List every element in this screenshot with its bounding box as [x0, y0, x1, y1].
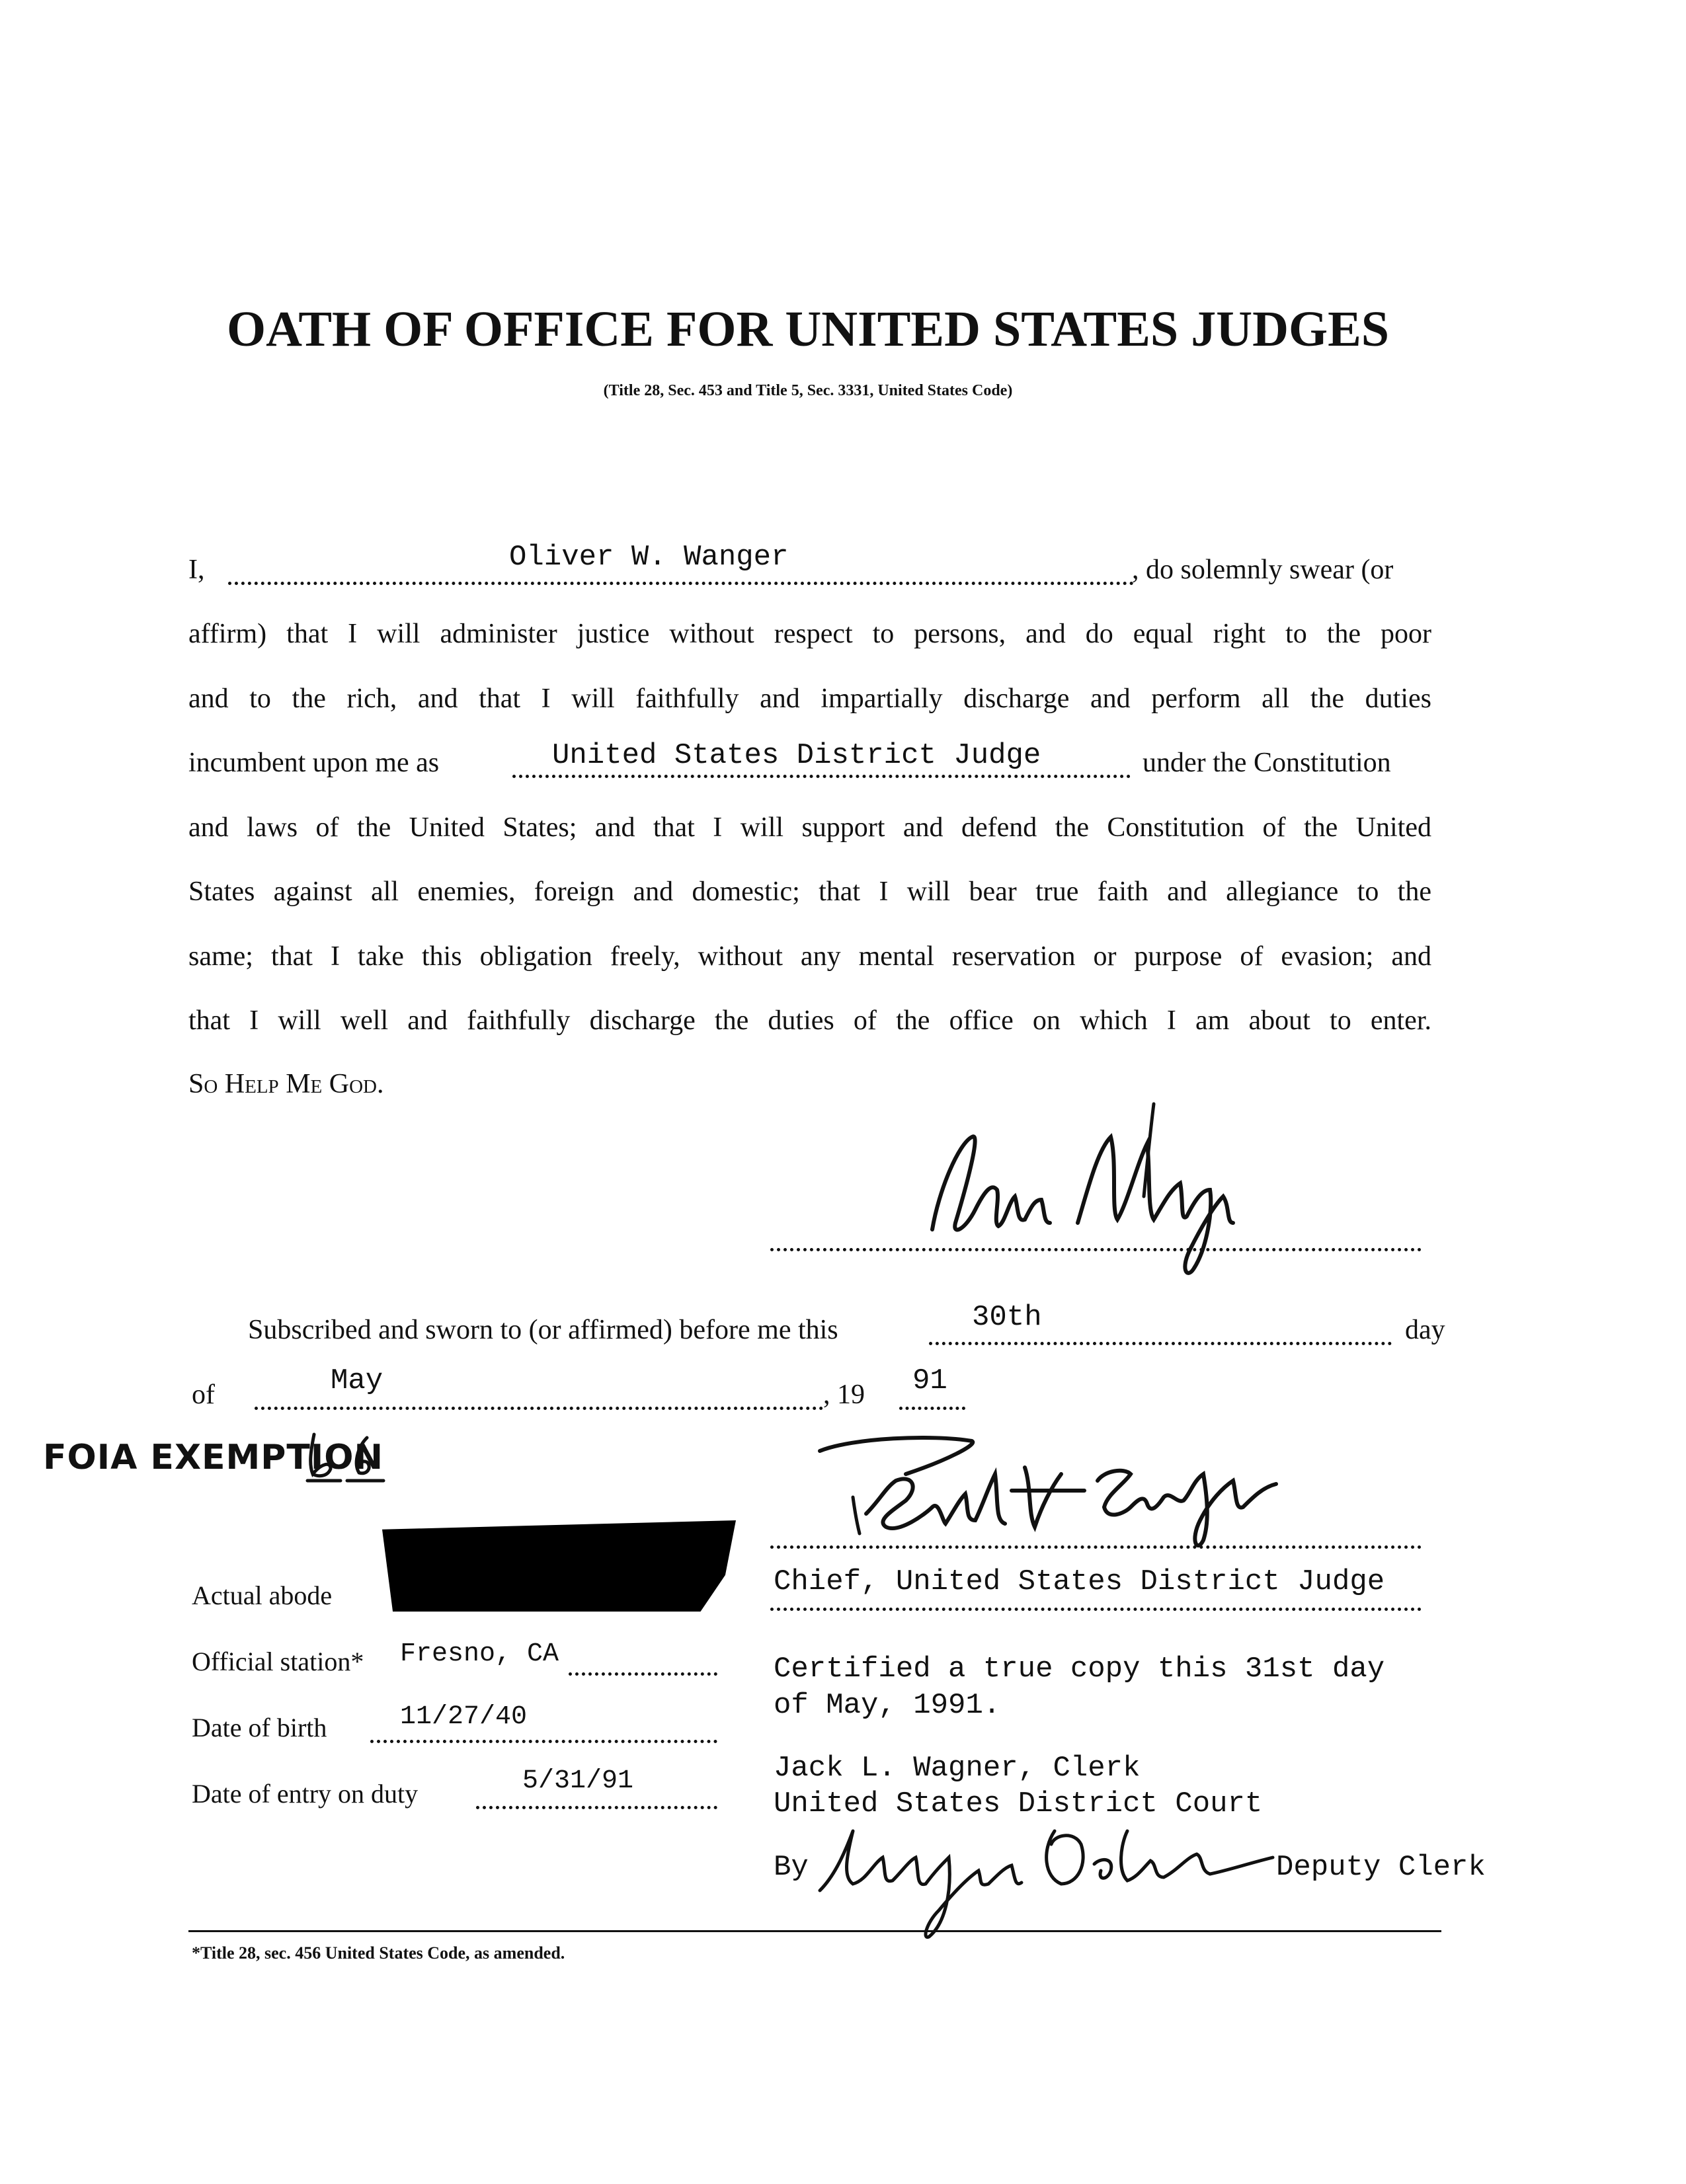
sworn-line1-suffix: day — [1405, 1315, 1445, 1345]
sworn-line2-prefix: of — [192, 1380, 215, 1410]
oath-line-6: States against all enemies, foreign and domestic; that I will bear true faith and allegiance to the — [188, 877, 1431, 907]
entry-label: Date of entry on duty — [192, 1779, 419, 1809]
foia-exemption-label: FOIA EXEMPTION — [43, 1438, 383, 1477]
sworn-month-typed: May — [331, 1364, 383, 1397]
dob-label: Date of birth — [192, 1713, 327, 1742]
dob-dotted-line — [370, 1740, 717, 1743]
entry-value: 5/31/91 — [522, 1766, 634, 1796]
oath-line4-suffix: under the Constitution — [1143, 748, 1391, 778]
oath-position-typed: United States District Judge — [552, 739, 1041, 772]
oath-line-2: affirm) that I will administer justice without respect to persons, and do equal right to the poor — [188, 619, 1431, 649]
by-label: By — [774, 1851, 809, 1884]
month-dotted-line — [255, 1407, 823, 1410]
oath-line-5: and laws of the United States; and that I will support and defend the Constitution of the United — [188, 812, 1431, 843]
document-subtitle: (Title 28, Sec. 453 and Title 5, Sec. 3331, United States Code) — [603, 382, 1013, 399]
dob-value: 11/27/40 — [400, 1702, 528, 1732]
chief-judge-signature-line — [770, 1545, 1422, 1549]
footnote: *Title 28, sec. 456 United States Code, as amended. — [192, 1943, 565, 1963]
station-value: Fresno, CA — [400, 1639, 559, 1669]
year-dotted-line — [899, 1407, 965, 1410]
station-label: Official station* — [192, 1647, 364, 1676]
certification-line-1: Certified a true copy this 31st day — [774, 1653, 1385, 1686]
sworn-line1-prefix: Subscribed and sworn to (or affirmed) before me this — [248, 1315, 838, 1345]
sworn-year-typed: 91 — [912, 1364, 947, 1397]
oath-line4-prefix: incumbent upon me as — [188, 748, 440, 778]
abode-redaction — [382, 1520, 736, 1612]
sworn-year-prefix: , 19 — [823, 1380, 865, 1410]
certification-line-2: of May, 1991. — [774, 1689, 1001, 1722]
oath-line1-suffix: , do solemnly swear (or — [1132, 555, 1394, 585]
entry-dotted-line — [476, 1806, 717, 1809]
position-dotted-line — [512, 775, 1131, 778]
deputy-clerk-signature — [817, 1805, 1293, 1943]
judge-signature — [919, 1091, 1316, 1289]
deputy-clerk-label: Deputy Clerk — [1276, 1851, 1486, 1884]
station-dotted-line — [569, 1672, 717, 1676]
foia-handwritten-mark — [301, 1428, 393, 1487]
court-name: United States District Court — [774, 1787, 1263, 1820]
name-dotted-line — [228, 582, 1134, 585]
chief-judge-signature — [813, 1434, 1408, 1580]
judge-signature-line — [770, 1248, 1422, 1251]
sworn-day-typed: 30th — [972, 1301, 1042, 1334]
document-title: OATH OF OFFICE FOR UNITED STATES JUDGES — [226, 301, 1390, 357]
oath-line-7: same; that I take this obligation freely, without any mental reservation or purpose of evasion; and — [188, 941, 1431, 972]
chief-judge-title-line — [770, 1608, 1422, 1611]
oath-line-8: that I will well and faithfully discharge the duties of the office on which I am about to enter. — [188, 1005, 1431, 1036]
oath-closing: So Help Me God. — [188, 1069, 384, 1099]
oath-name-typed: Oliver W. Wanger — [509, 541, 789, 574]
chief-judge-title: Chief, United States District Judge — [774, 1565, 1385, 1598]
oath-i-prefix: I, — [188, 555, 205, 585]
abode-label: Actual abode — [192, 1580, 333, 1610]
day-dotted-line — [929, 1342, 1392, 1345]
clerk-name: Jack L. Wagner, Clerk — [774, 1752, 1141, 1785]
footnote-rule — [188, 1930, 1441, 1932]
oath-line-3: and to the rich, and that I will faithfully and impartially discharge and perform all the duties — [188, 683, 1431, 714]
